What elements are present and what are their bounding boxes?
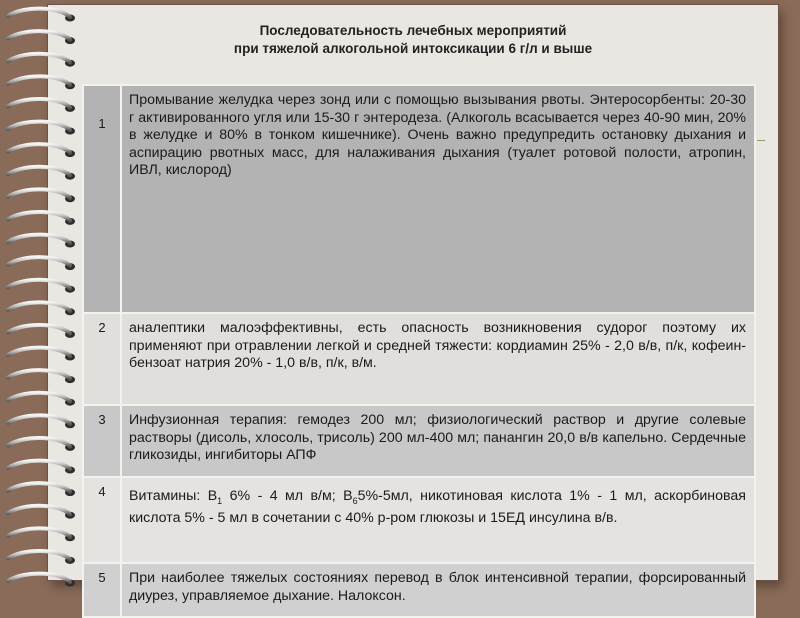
step-text-part: 6% - 4 мл в/м; В [222,488,353,504]
spiral-ring [8,302,70,310]
spiral-binding [0,0,90,600]
spiral-ring [8,122,70,130]
decorative-tick [757,140,765,141]
table-row [83,477,755,563]
spiral-ring [8,528,70,536]
spiral-ring [8,438,70,446]
spiral-ring [8,325,70,333]
spiral-ring [8,574,70,582]
spiral-ring [8,144,70,152]
table-row [83,313,755,405]
spiral-ring [8,393,70,401]
spiral-ring [8,235,70,243]
step-text: аналептики малоэффективны, есть опасность возникновения судорог поэтому их применяют при отравлении легкой и средней тяжести: кордиамин 25% - 2,0 в/в, п/к, кофеин-бензоат натрия 20% - 1,0 в/в, п/к, в/м. [121,313,755,405]
spiral-ring [8,189,70,197]
spiral-ring [8,461,70,469]
spiral-ring [8,99,70,107]
slide-title-line-2: при тяжелой алкогольной интоксикации 6 г/л и выше [233,41,593,56]
step-text: При наиболее тяжелых состояниях перевод в блок интенсивной терапии, форсированный диурез, управляемое дыхание. Налоксон. [121,563,755,617]
table-row [83,405,755,477]
step-text: Инфузионная терапия: гемодез 200 мл; физиологический раствор и другие солевые растворы (дисоль, хлосоль, трисоль) 200 мл-400 мл; панангин 20,0 в/в капельно. Сердечные гликозиды, ингибиторы АПФ [121,405,755,477]
spiral-ring [8,9,70,17]
slide-title [48,22,778,58]
table-row [83,85,755,313]
treatment-steps-table [82,84,756,618]
spiral-ring [8,506,70,514]
spiral-ring [8,348,70,356]
vitamin-subscript: 6 [352,495,358,506]
slide-title-line-1: Последовательность лечебных мероприятий [259,23,567,38]
vitamin-subscript: 1 [217,495,223,506]
step-number: 4 [83,477,121,563]
spiral-ring [8,415,70,423]
step-text-part: Витамины: В [129,488,218,504]
spiral-ring [8,551,70,559]
step-number: 1 [83,85,121,313]
step-number: 3 [83,405,121,477]
spiral-ring [8,167,70,175]
spiral-ring [8,483,70,491]
spiral-ring [8,257,70,265]
step-number: 2 [83,313,121,405]
spiral-ring [8,212,70,220]
spiral-ring [8,280,70,288]
step-text-part: 5%-5мл, никотиновая кислота 1% - 1 мл, аскорбиновая кислота 5% - 5 мл в сочетании с 40% р-ром глюкозы и 15ЕД инсулина в/в. [129,488,746,527]
step-text: Промывание желудка через зонд или с помощью вызывания рвоты. Энтеросорбенты: 20-30 г активированного угля или 15-30 г энтеродеза. (Алкоголь всасывается через 40-90 мин, 20% в желудке и 80% в тонком кишечнике). Очень важно предупредить остановку дыхания и аспирацию рвотных масс, для налаживания дыхания (туалет ротовой полости, атропин, ИВЛ, кислород) [121,85,755,313]
spiral-ring [8,370,70,378]
spiral-ring [8,76,70,84]
table-row [83,563,755,617]
step-text [121,477,755,563]
step-number: 5 [83,563,121,617]
